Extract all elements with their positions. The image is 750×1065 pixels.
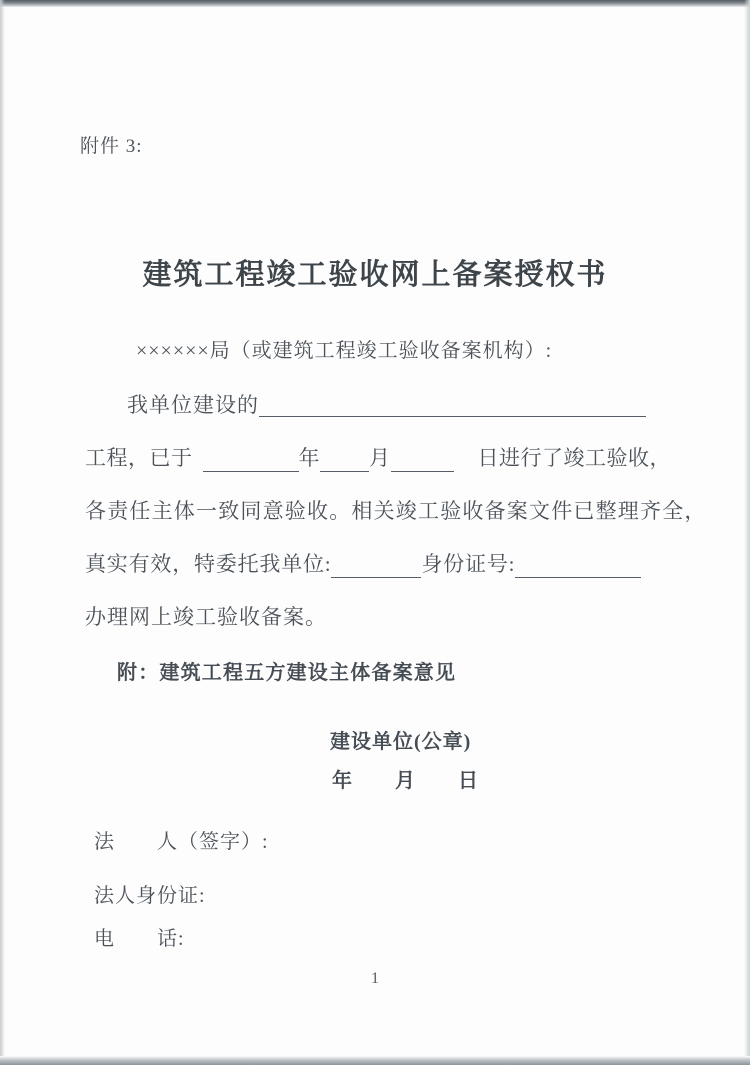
blank-id-number <box>515 556 641 578</box>
month-label: 月 <box>369 446 391 470</box>
paragraph-line-date <box>85 442 671 472</box>
paragraph-line-project <box>127 389 646 419</box>
document-title: 建筑工程竣工验收网上备案授权书 <box>142 259 608 291</box>
blank-entrusted-unit <box>331 556 421 578</box>
page-number: 1 <box>371 970 379 987</box>
scan-edge-bottom <box>0 1056 750 1065</box>
legal-person-id-line: 法人身份证: <box>94 885 206 907</box>
line1-text: 我单位建设的 <box>127 393 259 417</box>
paragraph-line-entrust <box>85 548 641 578</box>
blank-project-name <box>259 389 646 417</box>
blank-year <box>203 450 299 472</box>
paragraph-line-filing: 办理网上竣工验收备案。 <box>85 605 327 629</box>
attachment-label: 附件 3: <box>80 136 143 157</box>
line4-prefix: 真实有效，特委托我单位: <box>85 552 332 576</box>
unit-seal-line: 建设单位(公章) <box>330 731 472 753</box>
year-label: 年 <box>298 446 320 470</box>
scan-edge-top <box>0 0 750 7</box>
signature-date-line: 年 月 日 <box>332 770 479 792</box>
scan-edge-right <box>744 0 750 1065</box>
line2-prefix: 工程，已于 <box>85 446 193 470</box>
blank-month <box>320 450 369 472</box>
attachment-note: 附：建筑工程五方建设主体备案意见 <box>117 662 457 684</box>
phone-line: 电 话: <box>94 928 185 950</box>
id-number-label: 身份证号: <box>421 552 516 576</box>
paragraph-line-agreement: 各责任主体一致同意验收。相关竣工验收备案文件已整理齐全， <box>85 499 707 523</box>
salutation-line: ××××××局（或建筑工程竣工验收备案机构）: <box>136 340 553 362</box>
scan-edge-left <box>0 0 5 1065</box>
blank-day <box>391 450 454 472</box>
line2-suffix: 日进行了竣工验收， <box>477 446 671 470</box>
legal-person-line: 法 人（签字）: <box>94 831 269 853</box>
